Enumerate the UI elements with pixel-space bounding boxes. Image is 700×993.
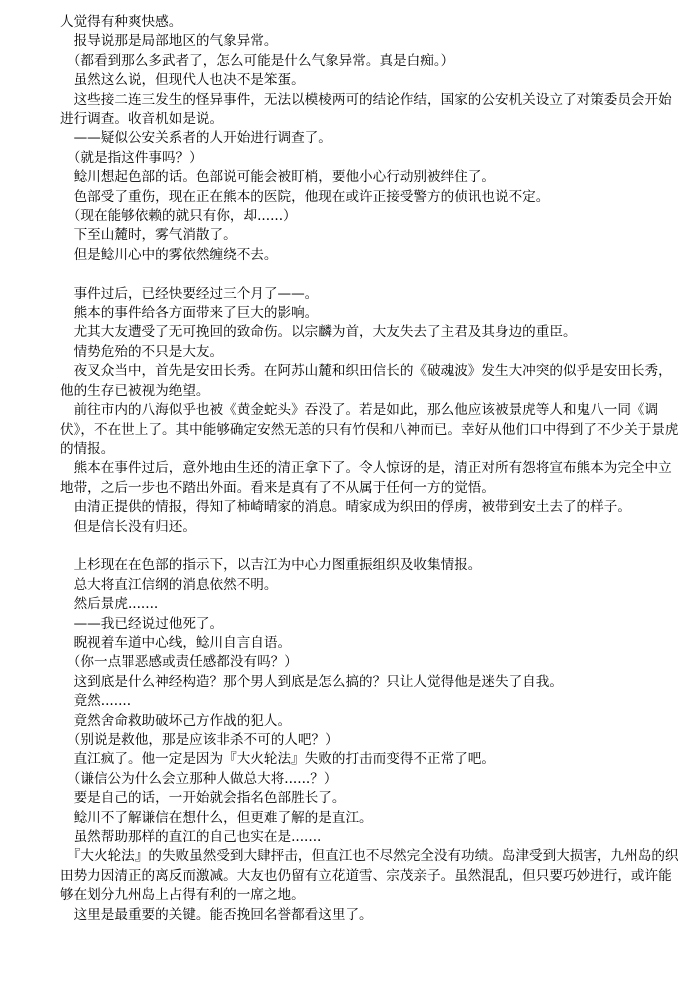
paragraph: 竟然舍命救助破坏己方作战的犯人。 — [60, 712, 292, 729]
paragraph: 竟然....... — [60, 693, 132, 710]
paragraph: 事件过后，已经快要经过三个月了——。 — [60, 285, 319, 302]
paragraph: 这到底是什么神经构造？那个男人到底是怎么搞的？只让人觉得他是迷失了自我。 — [60, 673, 563, 690]
paragraph: 尤其大友遭受了无可挽回的致命伤。以宗麟为首，大友失去了主君及其身边的重臣。 — [60, 324, 577, 341]
paragraph: 睨视着车道中心线，鲶川自言自语。 — [60, 634, 292, 651]
paragraph: 前往市内的八海似乎也被《黄金蛇头》吞没了。若是如此，那么他应该被景虎等人和鬼八一同《调伏》，不在世上了。其中能够确定安然无恙的只有竹俣和八神而已。幸好从他们口中得到了不少关于景虎的情报。 — [60, 402, 679, 457]
blank-line — [60, 537, 680, 556]
paragraph: ——疑似公安关系者的人开始进行调查了。 — [60, 130, 332, 147]
paragraph: 但是鲶川心中的雾依然缠绕不去。 — [60, 246, 278, 263]
paragraph: 直江疯了。他一定是因为『大火轮法』失败的打击而变得不正常了吧。 — [60, 751, 495, 768]
blank-line — [60, 265, 680, 284]
paragraph: 『大火轮法』的失败虽然受到大肆抨击，但直江也不尽然完全没有功绩。岛津受到大损害，九州岛的织田势力因清正的离反而激减。大友也仍留有立花道雪、宗茂亲子。虽然混乱，但只要巧妙进行，或许能够在划分九州岛上占得有利的一席之地。 — [60, 848, 679, 904]
paragraph: 要是自己的话，一开始就会指名色部胜长了。 — [60, 790, 346, 807]
paragraph: 由清正提供的情报，得知了柿崎晴家的消息。晴家成为织田的俘虏，被带到安土去了的样子。 — [60, 499, 631, 516]
paragraph: 然后景虎....... — [60, 596, 159, 613]
paragraph: 但是信长没有归还。 — [60, 518, 196, 535]
paragraph: 夜叉众当中，首先是安田长秀。在阿苏山麓和织田信长的《破魂波》发生大冲突的似乎是安田长秀，他的生存已被视为绝望。 — [60, 363, 672, 399]
paragraph: 报导说那是局部地区的气象异常。 — [60, 33, 278, 50]
paragraph: 熊本的事件给各方面带来了巨大的影响。 — [60, 305, 319, 322]
paragraph: （你一点罪恶感或责任感都没有吗？） — [60, 654, 298, 671]
paragraph: 这里是最重要的关键。能否挽回名誉都看这里了。 — [60, 906, 373, 923]
paragraph: 情势危殆的不只是大友。 — [60, 343, 224, 360]
paragraph: 人觉得有种爽快感。 — [60, 14, 183, 30]
paragraph: 总大将直江信纲的消息依然不明。 — [60, 576, 278, 593]
paragraph: 虽然这么说，但现代人也决不是笨蛋。 — [60, 72, 305, 89]
paragraph: 这些接二连三发生的怪异事件，无法以模棱两可的结论作结，国家的公安机关设立了对策委员会开始进行调查。收音机如是说。 — [60, 91, 672, 128]
paragraph: 色部受了重伤，现在正在熊本的医院，他现在或许正接受警方的侦讯也说不定。 — [60, 188, 550, 205]
paragraph: （都看到那么多武者了，怎么可能是什么气象异常。真是白痴。） — [60, 52, 455, 69]
paragraph: ——我已经说过他死了。 — [60, 615, 224, 632]
paragraph: 上杉现在在色部的指示下，以吉江为中心力图重振组织及收集情报。 — [60, 557, 482, 574]
paragraph: 鲶川想起色部的话。色部说可能会被盯梢，要他小心行动别被绊住了。 — [60, 169, 495, 186]
paragraph: 熊本在事件过后，意外地由生还的清正拿下了。令人惊讶的是，清正对所有怨将宣布熊本为完全中立地带，之后一步也不踏出外面。看来是真有了不从属于任何一方的觉悟。 — [60, 460, 672, 496]
paragraph: （谦信公为什么会立那种人做总大将......？） — [60, 770, 338, 787]
paragraph: （别说是救他，那是应该非杀不可的人吧？） — [60, 732, 339, 748]
paragraph: 鲶川不了解谦信在想什么，但更难了解的是直江。 — [60, 809, 373, 826]
paragraph: （就是指这件事吗？） — [60, 149, 203, 166]
paragraph: 虽然帮助那样的直江的自己也实在是....... — [60, 829, 322, 846]
paragraph: 下至山麓时，雾气消散了。 — [60, 227, 237, 244]
paragraph: （现在能够依赖的就只有你，却......） — [60, 208, 297, 225]
